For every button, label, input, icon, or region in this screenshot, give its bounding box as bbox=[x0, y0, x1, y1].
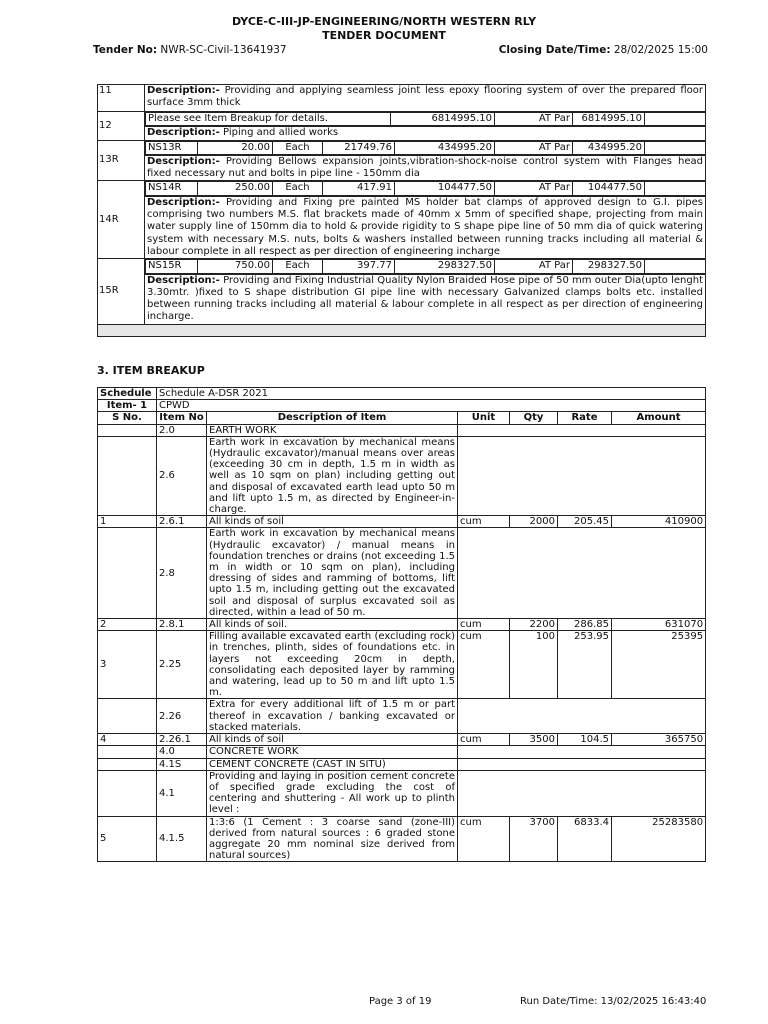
row-description: Filling available excavated earth (excluding rock) in trenches, plinth, sides of foundations etc. in layers not exceeding 20cm in depth, consolidating each deposited layer by ramming and watering, lead up to 50 m and lift upto 1.5 m. bbox=[207, 631, 458, 699]
item-final-amount: 6814995.10 bbox=[573, 113, 645, 126]
row-serial: 3 bbox=[98, 631, 157, 699]
table-row bbox=[98, 85, 706, 112]
row-qty: 3500 bbox=[510, 734, 558, 746]
item-rate-type: AT Par bbox=[495, 113, 573, 126]
row-qty: 100 bbox=[510, 631, 558, 699]
item-rate-type: AT Par bbox=[495, 141, 573, 154]
item-unit: Each bbox=[273, 141, 323, 154]
row-unit bbox=[458, 770, 706, 816]
table-row bbox=[98, 155, 706, 181]
table-row bbox=[98, 528, 706, 619]
column-header: Description of Item bbox=[207, 412, 458, 424]
table-row bbox=[98, 140, 706, 155]
column-header: Amount bbox=[612, 412, 706, 424]
item-qty: 250.00 bbox=[198, 182, 273, 195]
row-serial bbox=[98, 699, 157, 734]
row-unit bbox=[458, 528, 706, 619]
item-description: Description:- Piping and allied works bbox=[145, 127, 706, 140]
table-row bbox=[98, 324, 706, 336]
row-item-no: 2.8.1 bbox=[157, 619, 207, 631]
item-unit: Each bbox=[273, 182, 323, 195]
row-description: 1:3:6 (1 Cement : 3 coarse sand (zone-III) derived from natural sources : 6 graded stone aggregate 20 mm nominal size derived from natural sources) bbox=[207, 816, 458, 862]
item-final-amount: 104477.50 bbox=[573, 182, 645, 195]
item-total: 298327.50 bbox=[395, 260, 495, 273]
table-row bbox=[98, 516, 706, 528]
row-rate: 6833.4 bbox=[558, 816, 612, 862]
row-description: Earth work in excavation by mechanical means (Hydraulic excavator) / manual means in foundation trenches or drains (not exceeding 1.5 m in width or 10 sqm on plan), including dressing of sides and ramming of bottoms, lift upto 1.5 m, including getting out the excavated soil and disposal of surplus excavated soil as directed, within a lead of 50 m. bbox=[207, 528, 458, 619]
row-unit bbox=[458, 424, 706, 436]
row-item-no: 4.0 bbox=[157, 746, 207, 758]
row-description: All kinds of soil bbox=[207, 734, 458, 746]
row-description: EARTH WORK bbox=[207, 424, 458, 436]
table-row bbox=[98, 770, 706, 816]
row-amount: 25283580 bbox=[612, 816, 706, 862]
section-title: 3. ITEM BREAKUP bbox=[97, 364, 205, 377]
page-number: Page 3 of 19 bbox=[369, 996, 432, 1007]
schedule-items-table bbox=[97, 84, 706, 337]
item-unit: Each bbox=[273, 260, 323, 273]
row-serial bbox=[98, 758, 157, 770]
column-header: Item No bbox=[157, 412, 207, 424]
table-row bbox=[98, 274, 706, 324]
row-amount: 410900 bbox=[612, 516, 706, 528]
table-row bbox=[98, 388, 706, 400]
row-serial bbox=[98, 528, 157, 619]
row-item-no: 4.1.5 bbox=[157, 816, 207, 862]
row-serial bbox=[98, 424, 157, 436]
item-total: 104477.50 bbox=[395, 182, 495, 195]
document-title: DYCE-C-III-JP-ENGINEERING/NORTH WESTERN RLY bbox=[231, 15, 537, 28]
row-rate: 104.5 bbox=[558, 734, 612, 746]
row-item-no: 2.0 bbox=[157, 424, 207, 436]
schedule-value: Schedule A-DSR 2021 bbox=[157, 388, 706, 400]
item-description: Description:- Providing Bellows expansion joints,vibration-shock-noise control system with Flanges head fixed necessary nut and bolts in pipe line - 150mm dia bbox=[145, 155, 706, 181]
row-description: Earth work in excavation by mechanical means (Hydraulic excavator)/manual means over areas (exceeding 30 cm in depth, 1.5 m in width as well as 10 sqm on plan) including getting out and disposal of excavated earth lead upto 50 m and lift upto 1.5 m, as directed by Engineer-in-charge. bbox=[207, 436, 458, 515]
row-item-no: 2.8 bbox=[157, 528, 207, 619]
row-item-no: 2.26.1 bbox=[157, 734, 207, 746]
item-final-amount: 434995.20 bbox=[573, 141, 645, 154]
row-serial: 2 bbox=[98, 619, 157, 631]
item-code: NS14R bbox=[146, 182, 198, 195]
item-description: Description:- Providing and applying seamless joint less epoxy flooring system of over the prepared floor surface 3mm thick bbox=[145, 85, 706, 112]
column-header: Rate bbox=[558, 412, 612, 424]
item-serial: 14R bbox=[98, 181, 145, 259]
table-footer-bar bbox=[98, 324, 706, 336]
table-row bbox=[98, 734, 706, 746]
table-header-row bbox=[98, 412, 706, 424]
closing-datetime: Closing Date/Time: 28/02/2025 15:00 bbox=[498, 44, 708, 56]
table-row bbox=[98, 127, 706, 140]
item-rate-type: AT Par bbox=[495, 182, 573, 195]
run-datetime: Run Date/Time: 13/02/2025 16:43:40 bbox=[520, 996, 707, 1007]
row-unit bbox=[458, 758, 706, 770]
table-row bbox=[98, 746, 706, 758]
item-breakup-table bbox=[97, 387, 706, 862]
table-row bbox=[98, 619, 706, 631]
item-rate: 397.77 bbox=[323, 260, 395, 273]
item-final-amount: 298327.50 bbox=[573, 260, 645, 273]
column-header: S No. bbox=[98, 412, 157, 424]
row-unit: cum bbox=[458, 816, 510, 862]
row-item-no: 2.25 bbox=[157, 631, 207, 699]
item-rate: 21749.76 bbox=[323, 141, 395, 154]
table-row bbox=[98, 112, 706, 127]
table-row bbox=[98, 816, 706, 862]
table-row bbox=[98, 758, 706, 770]
row-unit: cum bbox=[458, 619, 510, 631]
row-amount: 631070 bbox=[612, 619, 706, 631]
item-description: Description:- Providing and Fixing Industrial Quality Nylon Braided Hose pipe of 50 mm outer Dia(upto lenght 3.30mtr. )fixed to S shape distribution GI pipe line with necessary Galvanized clamps bolts etc. installed between running tracks including all material & labour complete in all respect as per direction of engineering incharge. bbox=[145, 274, 706, 324]
item-code: NS13R bbox=[146, 141, 198, 154]
column-header: Qty bbox=[510, 412, 558, 424]
table-row bbox=[98, 424, 706, 436]
row-unit: cum bbox=[458, 631, 510, 699]
row-item-no: 2.26 bbox=[157, 699, 207, 734]
item-serial: 12 bbox=[98, 112, 145, 141]
column-header: Unit bbox=[458, 412, 510, 424]
row-description: All kinds of soil bbox=[207, 516, 458, 528]
row-rate: 286.85 bbox=[558, 619, 612, 631]
table-row bbox=[98, 436, 706, 515]
item-rate-type: AT Par bbox=[495, 260, 573, 273]
row-description: All kinds of soil. bbox=[207, 619, 458, 631]
row-unit bbox=[458, 746, 706, 758]
item-total: 6814995.10 bbox=[391, 113, 495, 126]
row-unit: cum bbox=[458, 516, 510, 528]
table-row bbox=[98, 400, 706, 412]
item-description: Description:- Providing and Fixing pre painted MS holder bat clamps of approved design to G.I. pipes comprising two numbers M.S. flat brackets made of 40mm x 5mm of specified shape, projecting from main water supply line of 150mm dia to hold & provide rigidity to S shape pipe line of 50 mm dia of quick watering system with necessary M.S. nuts, bolts & washers installed between running tracks including all material & labour complete in all respect as per direction of engineering incharge bbox=[145, 196, 706, 258]
table-row bbox=[98, 196, 706, 258]
row-unit bbox=[458, 699, 706, 734]
item-rate: 417.91 bbox=[323, 182, 395, 195]
row-description: Providing and laying in position cement concrete of specified grade excluding the cost of centering and shuttering - All work up to plinth level : bbox=[207, 770, 458, 816]
row-amount: 25395 bbox=[612, 631, 706, 699]
item-qty: 750.00 bbox=[198, 260, 273, 273]
row-qty: 2000 bbox=[510, 516, 558, 528]
tender-number: Tender No: NWR-SC-Civil-13641937 bbox=[93, 44, 287, 56]
row-serial: 1 bbox=[98, 516, 157, 528]
row-qty: 2200 bbox=[510, 619, 558, 631]
item-detail-note: Please see Item Breakup for details. bbox=[146, 113, 391, 126]
row-item-no: 2.6 bbox=[157, 436, 207, 515]
row-qty: 3700 bbox=[510, 816, 558, 862]
row-description: CEMENT CONCRETE (CAST IN SITU) bbox=[207, 758, 458, 770]
row-unit bbox=[458, 436, 706, 515]
item-serial: 15R bbox=[98, 259, 145, 324]
item-value: CPWD bbox=[157, 400, 706, 412]
item-serial: 11 bbox=[98, 85, 145, 112]
row-rate: 253.95 bbox=[558, 631, 612, 699]
document-subtitle: TENDER DOCUMENT bbox=[322, 29, 446, 42]
row-serial: 4 bbox=[98, 734, 157, 746]
row-rate: 205.45 bbox=[558, 516, 612, 528]
item-total: 434995.20 bbox=[395, 141, 495, 154]
row-serial bbox=[98, 436, 157, 515]
table-row bbox=[98, 259, 706, 274]
row-unit: cum bbox=[458, 734, 510, 746]
row-serial bbox=[98, 770, 157, 816]
row-item-no: 4.1 bbox=[157, 770, 207, 816]
row-description: CONCRETE WORK bbox=[207, 746, 458, 758]
row-serial: 5 bbox=[98, 816, 157, 862]
row-amount: 365750 bbox=[612, 734, 706, 746]
row-description: Extra for every additional lift of 1.5 m or part thereof in excavation / banking excavated or stacked materials. bbox=[207, 699, 458, 734]
row-item-no: 4.1S bbox=[157, 758, 207, 770]
row-serial bbox=[98, 746, 157, 758]
item-code: NS15R bbox=[146, 260, 198, 273]
table-row bbox=[98, 631, 706, 699]
item-qty: 20.00 bbox=[198, 141, 273, 154]
table-row bbox=[98, 181, 706, 196]
item-serial: 13R bbox=[98, 140, 145, 181]
schedule-label: Schedule bbox=[98, 388, 157, 400]
item-label: Item- 1 bbox=[98, 400, 157, 412]
table-row bbox=[98, 699, 706, 734]
row-item-no: 2.6.1 bbox=[157, 516, 207, 528]
